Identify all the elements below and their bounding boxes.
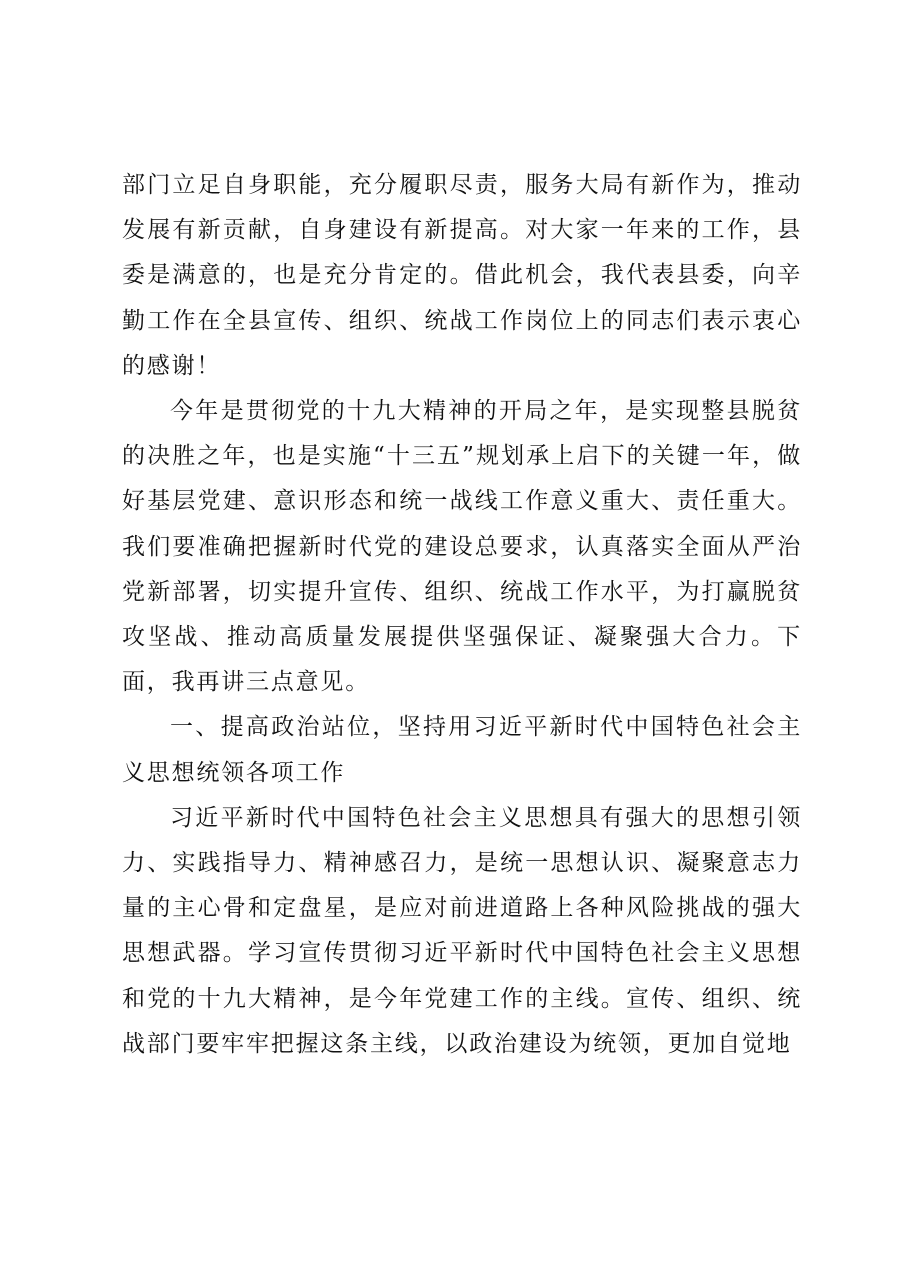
- document-body: [122, 163, 802, 1067]
- paragraph-continuation: 部门立足自身职能，充分履职尽责，服务大局有新作为，推动发展有新贡献，自身建设有新提高。对大家一年来的工作，县委是满意的，也是充分肯定的。借此机会，我代表县委，向辛勤工作在全县宣传、组织、统战工作岗位上的同志们表示衷心的感谢！: [122, 172, 802, 379]
- section-heading: 一、提高政治站位，坚持用习近平新时代中国特色社会主义思想统领各项工作: [122, 714, 802, 786]
- paragraph-body: 习近平新时代中国特色社会主义思想具有强大的思想引领力、实践指导力、精神感召力，是统一思想认识、凝聚意志力量的主心骨和定盘星，是应对前进道路上各种风险挑战的强大思想武器。学习宣传贯彻习近平新时代中国特色社会主义思想和党的十九大精神，是今年党建工作的主线。宣传、组织、统战部门要牢牢把握这条主线，以政治建设为统领，更加自觉地: [122, 804, 802, 1057]
- paragraph-body: 今年是贯彻党的十九大精神的开局之年，是实现整县脱贫的决胜之年，也是实施“十三五”规划承上启下的关键一年，做好基层党建、意识形态和统一战线工作意义重大、责任重大。我们要准确把握新时代党的建设总要求，认真落实全面从严治党新部署，切实提升宣传、组织、统战工作水平，为打赢脱贫攻坚战、推动高质量发展提供坚强保证、凝聚强大合力。下面，我再讲三点意见。: [122, 398, 802, 696]
